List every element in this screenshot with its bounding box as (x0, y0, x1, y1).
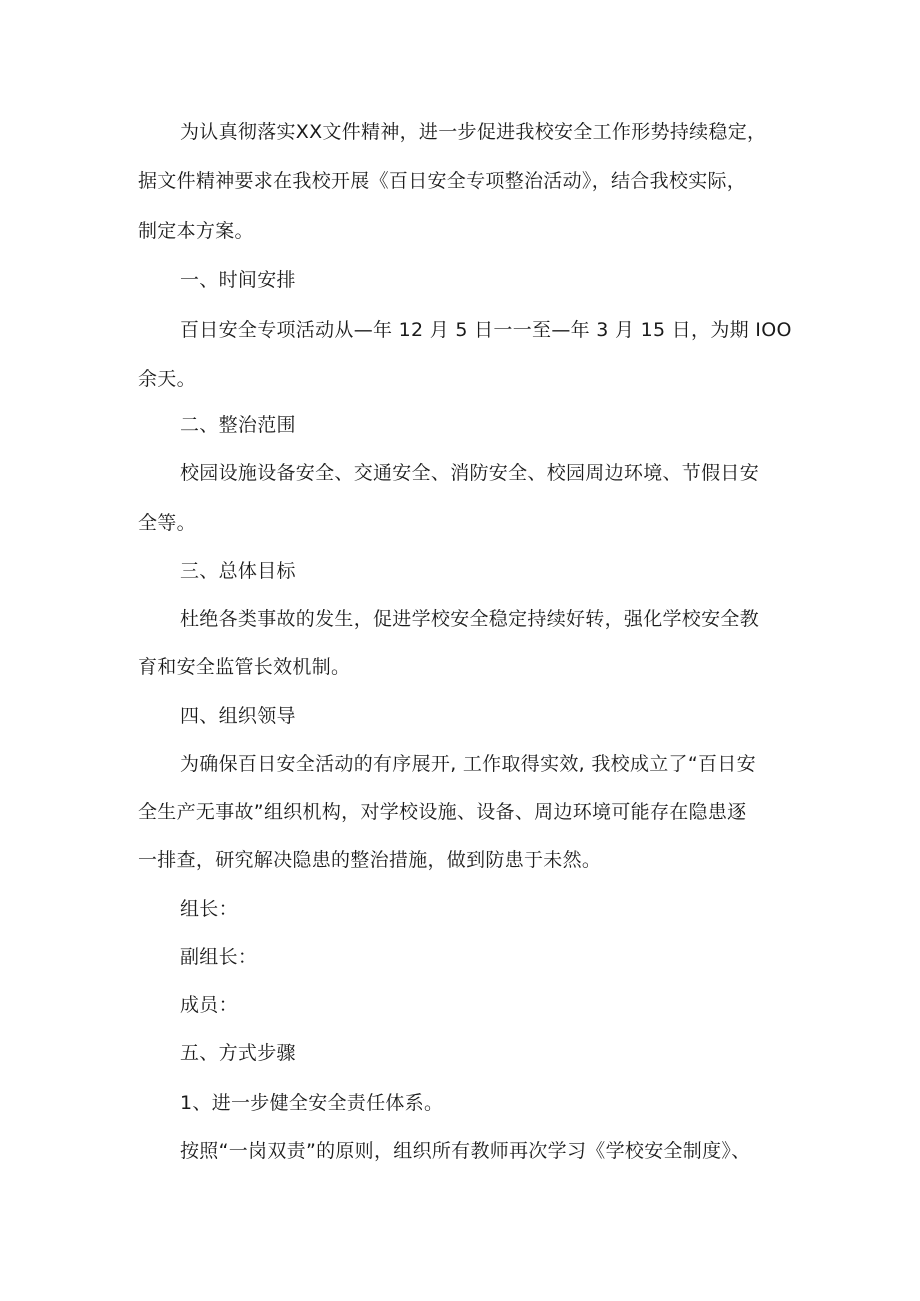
deputy-leader-label: 副组长： (180, 946, 258, 968)
section-1-heading: 一、时间安排 (180, 269, 296, 291)
intro-line-1: 为认真彻落实XX文件精神，进一步促进我校安全工作形势持续稳定， (180, 121, 767, 143)
members-label: 成员： (180, 994, 238, 1016)
leader-label: 组长： (180, 898, 238, 920)
section-5-item-1: 1、进一步健全安全责任体系。 (180, 1092, 444, 1114)
section-3-line-1: 杜绝各类事故的发生，促进学校安全稳定持续好转，强化学校安全教 (180, 608, 760, 630)
section-5-line-1: 按照“一岗双责”的原则，组织所有教师再次学习《学校安全制度》、 (180, 1140, 751, 1162)
section-1-line-2: 余天。 (138, 368, 196, 390)
section-3-line-2: 育和安全监管长效机制。 (138, 656, 351, 678)
section-5-heading: 五、方式步骤 (180, 1042, 296, 1064)
intro-line-3: 制定本方案。 (138, 220, 254, 242)
section-3-heading: 三、总体目标 (180, 560, 296, 582)
section-4-line-1: 为确保百日安全活动的有序展开, 工作取得实效, 我校成立了“百日安 (180, 753, 756, 775)
section-2-heading: 二、整治范围 (180, 414, 296, 436)
section-2-line-2: 全等。 (138, 512, 196, 534)
section-1-line-1: 百日安全专项活动从—年 12 月 5 日一一至—年 3 月 15 日，为期 IOO (180, 319, 792, 341)
section-4-heading: 四、组织领导 (180, 705, 296, 727)
section-4-line-3: 一排查，研究解决隐患的整治措施，做到防患于未然。 (138, 849, 602, 871)
section-2-line-1: 校园设施设备安全、交通安全、消防安全、校园周边环境、节假日安 (180, 462, 760, 484)
intro-line-2: 据文件精神要求在我校开展《百日安全专项整治活动》，结合我校实际， (138, 170, 747, 192)
section-4-line-2: 全生产无事故”组织机构，对学校设施、设备、周边环境可能存在隐患逐 (138, 801, 747, 823)
